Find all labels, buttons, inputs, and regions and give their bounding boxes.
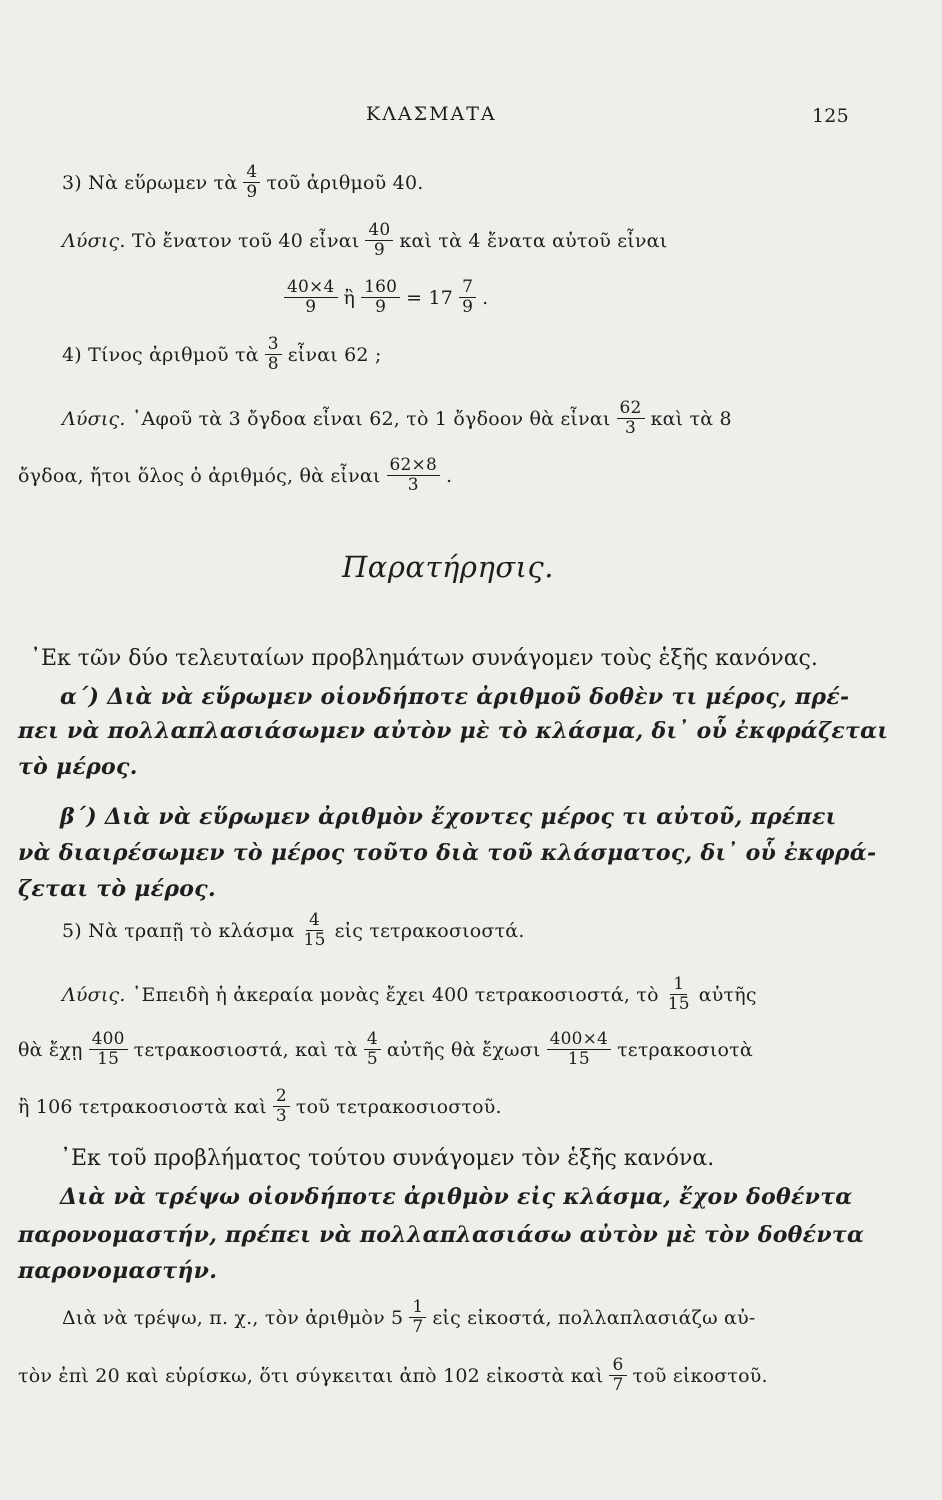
rule-b-line3: ζεται τὸ μέρος. [18,876,216,902]
solution-line2-text: ὄγδοα, ἤτοι ὅλος ὁ ἀριθμός, θὰ εἶναι [18,464,381,487]
fraction-denominator: 15 [97,1049,120,1070]
example-line1 [62,1298,755,1337]
fraction-denominator: 9 [375,297,387,318]
fraction-40-9 [365,221,393,260]
example-line2 [18,1356,768,1395]
solution-text-b: καὶ τὰ 4 ἔνατα αὐτοῦ εἶναι [399,229,668,252]
fraction-numerator: 1 [670,975,687,995]
solution-label: Λύσις. [62,229,126,252]
fraction-7-9 [459,278,476,317]
solution-text-a: ᾿Επειδὴ ἡ ἀκεραία μονὰς ἔχει 400 τετρακοσιοστά, τὸ [131,983,659,1006]
problem-3-equation [278,278,488,317]
fraction-denominator: 5 [366,1049,378,1070]
equation-period: . [482,286,489,309]
problem-4-solution [62,399,732,438]
problem-5-text-b: εἰς τετρακοσιοστά. [334,919,525,942]
rule-a-line2: πει νὰ πολλαπλασιάσωμεν αὐτὸν μὲ τὸ κλάσμα, δι᾿ οὗ ἐκφράζεται [18,718,889,744]
problem-5-solution [62,975,757,1014]
problem-5-solution-line3 [18,1087,502,1126]
rule2-line1: Διὰ νὰ τρέψω οἱονδήποτε ἀριθμὸν εἰς κλάσμα, ἔχον δοθέντα [60,1184,853,1210]
rule2-line2: παρονομαστήν, πρέπει νὰ πολλαπλασιάσω αὐτὸν μὲ τὸν δοθέντα [18,1222,865,1248]
problem-5-solution-line2 [18,1030,753,1069]
rule-b-line2: νὰ διαιρέσωμεν τὸ μέρος τοῦτο διὰ τοῦ κλάσματος, δι᾿ οὗ ἐκφρά- [18,840,877,866]
problem-4-question [62,335,382,374]
rule-b-line1: β΄) Διὰ νὰ εὕρωμεν ἀριθμὸν ἔχοντες μέρος τι αὐτοῦ, πρέπει [60,804,837,830]
solution-text-a: ᾿Αφοῦ τὰ 3 ὄγδοα εἶναι 62, τὸ 1 ὄγδοον θὰ εἶναι [131,407,611,430]
example-line2-text-a: τὸν ἐπὶ 20 καὶ εὑρίσκω, ὅτι σύγκειται ἀπὸ 102 εἰκοστὰ καὶ [18,1364,604,1387]
example-text-a: Διὰ νὰ τρέψω, π. χ., τὸν ἀριθμὸν 5 [62,1306,404,1329]
fraction-denominator: 7 [412,1317,424,1338]
example-text-b: εἰς εἰκοστά, πολλαπλασιάζω αὐ- [432,1306,756,1329]
problem-4-text-a: 4) Τίνος ἀριθμοῦ τὰ [62,343,259,366]
fraction-1-7 [409,1298,426,1337]
problem-3-text-b: τοῦ ἀριθμοῦ 40. [266,171,424,194]
fraction-denominator: 3 [625,418,637,439]
fraction-1-15 [665,975,693,1014]
problem-4-text-b: εἶναι 62 ; [287,343,382,366]
fraction-62x8-3 [387,456,441,495]
fraction-denominator: 3 [407,475,419,496]
fraction-denominator: 15 [303,930,326,951]
fraction-denominator: 9 [246,182,258,203]
page-number: 125 [812,105,849,127]
line3-text-b: τοῦ τετρακοσιοστοῦ. [295,1095,502,1118]
fraction-numerator: 40×4 [284,278,338,298]
fraction-400x4-15 [547,1030,612,1069]
solution-label: Λύσις. [62,983,126,1006]
fraction-numerator: 160 [361,278,400,298]
fraction-numerator: 4 [243,163,260,183]
fraction-denominator: 3 [275,1106,287,1127]
rule-a-line1: α΄) Διὰ νὰ εὕρωμεν οἱονδήποτε ἀριθμοῦ δοθὲν τι μέρος, πρέ- [60,684,850,710]
line2-text-c: αὐτῆς θὰ ἔχωσι [386,1038,541,1061]
fraction-numerator: 3 [265,335,282,355]
fraction-4-9 [243,163,260,202]
problem-3-solution [62,221,667,260]
solution-text-b: καὶ τὰ 8 [650,407,732,430]
fraction-numerator: 6 [609,1356,626,1376]
fraction-denominator: 15 [567,1049,590,1070]
fraction-3-8 [265,335,282,374]
fraction-denominator: 9 [305,297,317,318]
fraction-2-3 [273,1087,290,1126]
rule2-intro: ᾿Εκ τοῦ προβλήματος τούτου συνάγομεν τὸν ἑξῆς κανόνα. [60,1146,715,1171]
fraction-160-9 [361,278,400,317]
line3-text-a: ἢ 106 τετρακοσιοστὰ καὶ [18,1095,267,1118]
fraction-denominator: 8 [267,354,279,375]
fraction-numerator: 400×4 [547,1030,612,1050]
fraction-denominator: 7 [612,1375,624,1396]
fraction-denominator: 9 [462,297,474,318]
fraction-numerator: 4 [306,911,323,931]
fraction-numerator: 62 [617,399,645,419]
problem-4-solution-line2 [18,456,452,495]
running-header-title: ΚΛΑΣΜΑΤΑ [366,103,497,125]
solution-label: Λύσις. [62,407,126,430]
line2-text-d: τετρακοσιοτὰ [617,1038,753,1061]
fraction-numerator: 62×8 [387,456,441,476]
equation-equals: = 17 [406,286,454,309]
fraction-numerator: 4 [364,1030,381,1050]
problem-3-text-a: 3) Νὰ εὕρωμεν τὰ [62,171,238,194]
fraction-6-7 [609,1356,626,1395]
rule-a-line3: τὸ μέρος. [18,754,138,780]
fraction-4-5 [364,1030,381,1069]
fraction-numerator: 1 [409,1298,426,1318]
fraction-4-15 [301,911,329,950]
problem-5-question [62,911,525,950]
solution-line2-period: . [446,464,453,487]
solution-text-b: αὐτῆς [698,983,757,1006]
fraction-numerator: 400 [89,1030,128,1050]
problem-3-question [62,163,423,202]
fraction-numerator: 2 [273,1087,290,1107]
rule2-line3: παρονομαστήν. [18,1258,218,1284]
fraction-numerator: 40 [365,221,393,241]
remark-intro: ᾿Εκ τῶν δύο τελευταίων προβλημάτων συνάγομεν τοὺς ἑξῆς κανόνας. [30,646,818,671]
example-line2-text-b: τοῦ εἰκοστοῦ. [632,1364,768,1387]
fraction-62-3 [617,399,645,438]
fraction-40x4-9 [284,278,338,317]
solution-text-a: Τὸ ἔνατον τοῦ 40 εἶναι [131,229,360,252]
line2-text-b: τετρακοσιοστά, καὶ τὰ [133,1038,358,1061]
fraction-denominator: 15 [667,994,690,1015]
fraction-numerator: 7 [459,278,476,298]
equation-or: ἢ [343,286,356,309]
remark-heading: Παρατήρησις. [342,550,554,584]
fraction-400-15 [89,1030,128,1069]
fraction-denominator: 9 [373,240,385,261]
line2-text-a: θὰ ἔχῃ [18,1038,83,1061]
problem-5-text-a: 5) Νὰ τραπῇ τὸ κλάσμα [62,919,295,942]
